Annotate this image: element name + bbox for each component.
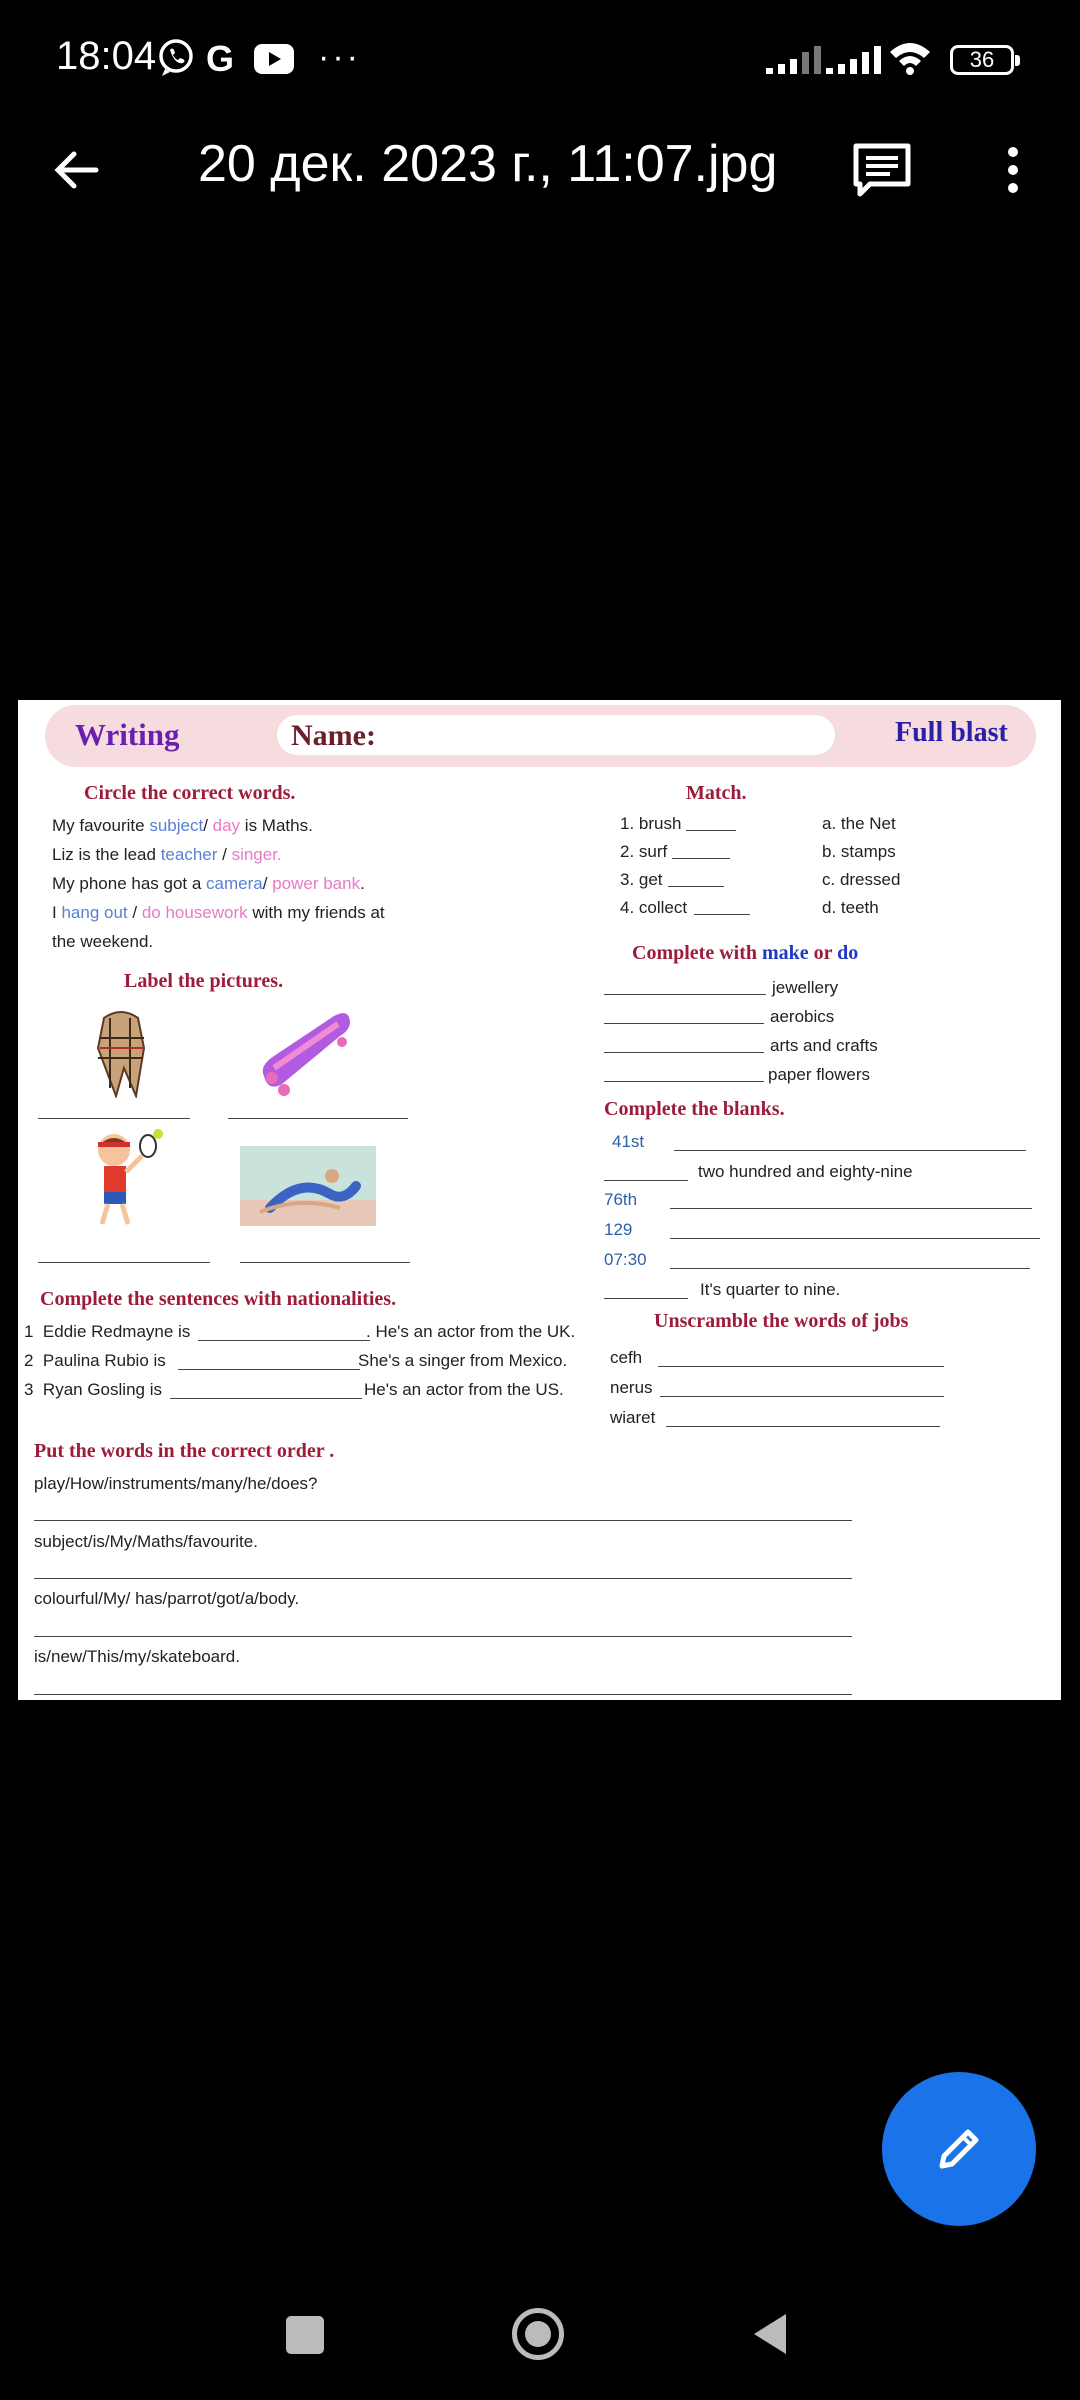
jobs-heading: Unscramble the words of jobs [654, 1310, 909, 1332]
blank-row-4: 129 [604, 1220, 633, 1239]
match-blank-2 [672, 858, 730, 859]
circle-sentence-4: I hang out / do housework with my friends at [52, 903, 385, 922]
match-heading: Match. [686, 782, 747, 804]
nationality-row-1-end: . He's an actor from the UK. [366, 1322, 576, 1341]
signal-2-icon [826, 44, 881, 74]
battery-icon: 36 [950, 45, 1014, 75]
more-vert-icon[interactable] [1002, 144, 1024, 196]
worksheet-header [45, 705, 1036, 767]
circle-sentence-2: Liz is the lead teacher / singer. [52, 845, 282, 864]
make-do-blank-1 [604, 994, 766, 995]
job-word-3: wiaret [610, 1408, 656, 1427]
phone-call-icon [158, 38, 194, 78]
nationalities-heading: Complete the sentences with nationalities. [40, 1288, 397, 1310]
writing-label: Writing [75, 717, 180, 752]
blanks-heading: Complete the blanks. [604, 1098, 785, 1120]
order-heading: Put the words in the correct order . [34, 1440, 335, 1462]
make-do-blank-3 [604, 1052, 764, 1053]
order-item-1: play/How/instruments/many/he/does? [34, 1474, 318, 1493]
name-field [277, 715, 835, 755]
skateboard-picture [254, 1006, 354, 1096]
signal-1-icon [766, 44, 821, 74]
nationality-row-2-end: She's a singer from Mexico. [358, 1351, 568, 1370]
circle-sentence-3: My phone has got a camera/ power bank. [52, 874, 365, 893]
blank-row-1: 41st [612, 1132, 645, 1151]
match-blank-1 [686, 830, 736, 831]
nationality-row-2: 2 Paulina Rubio is [24, 1351, 166, 1370]
answer-line-3 [38, 1262, 210, 1263]
tennis-boy-picture [84, 1126, 164, 1230]
blank-row-2: two hundred and eighty-nine [698, 1162, 913, 1181]
nationality-blank-1 [198, 1340, 370, 1341]
make-do-heading: Complete with make or do [632, 942, 859, 964]
order-line-1 [34, 1520, 852, 1521]
wifi-icon [888, 40, 932, 76]
make-do-blank-4 [604, 1081, 764, 1082]
blank-line-6 [604, 1298, 688, 1299]
nav-recents-icon[interactable] [286, 2316, 324, 2354]
blank-line-3 [670, 1208, 1032, 1209]
match-right-3: c. dressed [822, 870, 901, 889]
worksheet-image[interactable] [18, 700, 1061, 1700]
match-right-4: d. teeth [822, 898, 879, 917]
order-item-4: is/new/This/my/skateboard. [34, 1647, 240, 1666]
nationality-row-1: 1 Eddie Redmayne is [24, 1322, 191, 1341]
more-notifications-icon: ··· [318, 38, 361, 76]
match-right-1: a. the Net [822, 814, 896, 833]
blank-row-5: 07:30 [604, 1250, 647, 1269]
nationality-blank-2 [178, 1369, 360, 1370]
status-time: 18:04 [56, 34, 157, 78]
nationality-blank-3 [170, 1398, 362, 1399]
nav-home-icon[interactable] [512, 2308, 564, 2360]
job-line-3 [666, 1426, 940, 1427]
job-line-1 [658, 1366, 944, 1367]
nationality-row-3: 3 Ryan Gosling is [24, 1380, 162, 1399]
answer-line-1 [38, 1118, 190, 1119]
youtube-icon [254, 44, 294, 74]
name-label: Name: [291, 719, 376, 752]
order-item-2: subject/is/My/Maths/favourite. [34, 1532, 258, 1551]
edit-pencil-icon [932, 2122, 986, 2176]
answer-line-2 [228, 1118, 408, 1119]
comment-icon[interactable] [852, 142, 912, 198]
order-line-3 [34, 1636, 852, 1637]
scarf-picture [86, 1008, 156, 1098]
job-word-1: cefh [610, 1348, 643, 1367]
order-item-3: colourful/My/ has/parrot/got/a/body. [34, 1589, 300, 1608]
match-blank-3 [668, 886, 724, 887]
make-do-item-1: jewellery [772, 978, 839, 997]
back-arrow-icon[interactable] [50, 144, 102, 196]
make-do-item-2: aerobics [770, 1007, 835, 1026]
google-icon: G [206, 38, 235, 79]
order-line-4 [34, 1694, 852, 1695]
gymnast-picture [240, 1146, 376, 1226]
image-title: 20 дек. 2023 г., 11:07.jpg [198, 135, 778, 193]
circle-sentence-1: My favourite subject/ day is Maths. [52, 816, 313, 835]
make-do-item-3: arts and crafts [770, 1036, 878, 1055]
match-left-3: 3. get [620, 870, 663, 889]
make-do-blank-2 [604, 1023, 764, 1024]
nationality-row-3-end: He's an actor from the US. [364, 1380, 564, 1399]
circle-sentence-5: the weekend. [52, 932, 154, 951]
job-word-2: nerus [610, 1378, 653, 1397]
blank-row-3: 76th [604, 1190, 638, 1209]
blank-line-1 [674, 1150, 1026, 1151]
blank-line-2 [604, 1180, 688, 1181]
make-do-item-4: paper flowers [768, 1065, 871, 1084]
nav-back-icon[interactable] [750, 2310, 790, 2358]
blank-line-5 [670, 1268, 1030, 1269]
match-left-1: 1. brush [620, 814, 682, 833]
blank-row-6: It's quarter to nine. [700, 1280, 841, 1299]
match-right-2: b. stamps [822, 842, 896, 861]
match-left-4: 4. collect [620, 898, 688, 917]
circle-heading: Circle the correct words. [84, 782, 296, 804]
answer-line-4 [240, 1262, 410, 1263]
job-line-2 [660, 1396, 944, 1397]
blank-line-4 [670, 1238, 1040, 1239]
label-heading: Label the pictures. [124, 970, 284, 992]
status-bar [0, 0, 1080, 120]
full-blast-label: Full blast [895, 717, 1008, 748]
order-line-2 [34, 1578, 852, 1579]
match-blank-4 [694, 914, 750, 915]
edit-button[interactable] [882, 2072, 1036, 2226]
match-left-2: 2. surf [620, 842, 668, 861]
